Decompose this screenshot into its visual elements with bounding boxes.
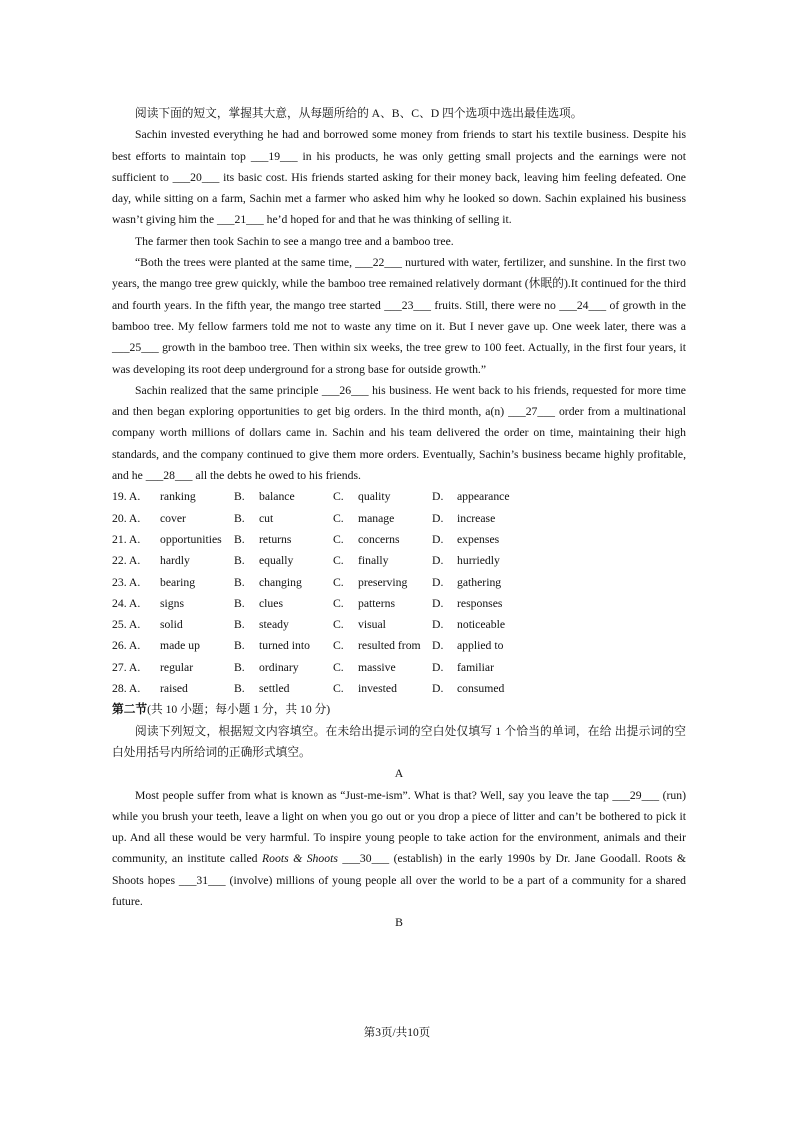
option-b: turned into <box>259 639 310 653</box>
option-row <box>112 678 686 699</box>
option-a: raised <box>160 682 188 696</box>
option-row <box>112 486 686 507</box>
option-row <box>112 529 686 550</box>
option-b-label: B. <box>234 682 245 696</box>
option-d: gathering <box>457 575 502 589</box>
option-b-label: B. <box>234 618 245 632</box>
option-c-label: C. <box>333 511 344 525</box>
option-b-label: B. <box>234 532 245 546</box>
option-b: equally <box>259 554 294 568</box>
option-c-label: C. <box>333 618 344 632</box>
option-a: ranking <box>160 490 196 504</box>
option-b: steady <box>259 618 289 632</box>
passage-a-text: Most people suffer from what is known as “Just-me-ism”. What is that? Well, say you leave the tap ___29___ (run) while you brush your teeth, leave a light on when you go out or you drop a piece of litter and can’t be bothered to pick it up. And all these would be very harmful. To inspire young people to take action for the environment, animals and their community, an institute called <box>112 788 686 866</box>
option-c: quality <box>358 490 391 504</box>
option-row <box>112 635 686 656</box>
passage-paragraph: Sachin invested everything he had and borrowed some money from friends to start his textile business. Despite his best efforts to maintain top ___19___ in his products, he was only getting small projects and the earnings were not sufficient to ___20___ its basic cost. His friends started asking for their money back, leaving him feeling defeated. One day, while sitting on a farm, Sachin met a farmer who asked him why he looked so down. Sachin explained his business wasn’t giving him the ___21___ he’d hoped for and that he was thinking of selling it. <box>112 128 686 227</box>
option-d-label: D. <box>432 554 444 568</box>
option-d-label: D. <box>432 596 444 610</box>
option-c: resulted from <box>358 639 421 653</box>
passage-a-text-cont: ___30___ (establish) in the early 1990s by Dr. Jane Goodall. Roots & Shoots hopes ___31___ (involve) millions of young people all over the world to be a part of a community for a shared future. <box>112 852 686 908</box>
option-d: appearance <box>457 490 510 504</box>
option-row <box>112 508 686 529</box>
option-b: changing <box>259 575 302 589</box>
option-d-label: D. <box>432 575 444 589</box>
option-d: hurriedly <box>457 554 500 568</box>
passage-paragraph: “Both the trees were planted at the same time, ___22___ nurtured with water, fertilizer, and sunshine. In the first two years, the mango tree grew quickly, while the bamboo tree remained relatively dormant (休眠的).It continued for the third and fourth years. In the fifth year, the mango tree started ___23___ fruits. Still, there were no ___24___ of growth in the bamboo tree. My fellow farmers told me not to waste any time on it. But I never gave up. One week later, there was a ___25___ growth in the bamboo tree. Then within six weeks, the tree grew to 100 feet. Actually, in the first four years, it was developing its root deep underground for a strong base for outside growth.” <box>112 256 686 376</box>
question-number: 26. A. <box>112 639 141 653</box>
option-d-label: D. <box>432 532 444 546</box>
question-number: 27. A. <box>112 660 141 674</box>
passage-label-a: A <box>394 767 404 781</box>
option-a: opportunities <box>160 532 222 546</box>
option-a: signs <box>160 596 185 610</box>
option-a: made up <box>160 639 200 653</box>
section-heading <box>112 699 686 720</box>
question-number: 22. A. <box>112 554 141 568</box>
option-b: returns <box>259 532 292 546</box>
option-row <box>112 614 686 635</box>
options-list <box>112 486 686 699</box>
option-a: hardly <box>160 554 190 568</box>
option-c: invested <box>358 682 397 696</box>
option-row <box>112 572 686 593</box>
option-row <box>112 550 686 571</box>
option-c: preserving <box>358 575 408 589</box>
option-d-label: D. <box>432 639 444 653</box>
exam-page <box>112 103 686 934</box>
option-c-label: C. <box>333 596 344 610</box>
option-d: consumed <box>457 682 505 696</box>
section-title: 第二节 <box>112 703 148 717</box>
institute-name: Roots & Shoots <box>262 852 338 866</box>
option-a: cover <box>160 511 186 525</box>
option-b-label: B. <box>234 639 245 653</box>
option-d-label: D. <box>432 511 444 525</box>
passage-label-b: B <box>395 916 403 930</box>
option-a: solid <box>160 618 183 632</box>
option-d: noticeable <box>457 618 506 632</box>
question-number: 23. A. <box>112 575 141 589</box>
passage-paragraph: The farmer then took Sachin to see a mango tree and a bamboo tree. <box>135 234 454 248</box>
option-c: concerns <box>358 532 400 546</box>
option-c: patterns <box>358 596 395 610</box>
option-row <box>112 593 686 614</box>
option-b-label: B. <box>234 596 245 610</box>
option-d: increase <box>457 511 496 525</box>
option-c: massive <box>358 660 396 674</box>
option-d: expenses <box>457 532 500 546</box>
option-a: regular <box>160 660 194 674</box>
option-c: finally <box>358 554 389 568</box>
option-d: familiar <box>457 660 494 674</box>
option-b: balance <box>259 490 295 504</box>
question-number: 21. A. <box>112 532 141 546</box>
option-b: ordinary <box>259 660 299 674</box>
question-number: 24. A. <box>112 596 141 610</box>
option-c-label: C. <box>333 490 344 504</box>
option-row <box>112 657 686 678</box>
option-d-label: D. <box>432 682 444 696</box>
question-number: 28. A. <box>112 682 141 696</box>
option-d-label: D. <box>432 490 444 504</box>
option-d: responses <box>457 596 503 610</box>
option-c-label: C. <box>333 554 344 568</box>
question-number: 19. A. <box>112 490 141 504</box>
option-b: clues <box>259 596 284 610</box>
section-info: (共 10 小题；每小题 1 分，共 10 分) <box>147 703 331 717</box>
option-c-label: C. <box>333 575 344 589</box>
part1-instruction: 阅读下面的短文，掌握其大意，从每题所给的 A、B、C、D 四个选项中选出最佳选项。 <box>135 107 583 120</box>
question-number: 25. A. <box>112 618 141 632</box>
passage-a <box>112 785 686 913</box>
option-b-label: B. <box>234 490 245 504</box>
option-c-label: C. <box>333 639 344 653</box>
option-c-label: C. <box>333 532 344 546</box>
page-footer: 第3页/共10页 <box>363 1027 431 1039</box>
option-c-label: C. <box>333 660 344 674</box>
option-b-label: B. <box>234 660 245 674</box>
question-number: 20. A. <box>112 511 141 525</box>
option-c-label: C. <box>333 682 344 696</box>
option-c: visual <box>358 618 386 632</box>
option-a: bearing <box>160 575 196 589</box>
option-b-label: B. <box>234 511 245 525</box>
passage-paragraph: Sachin realized that the same principle ___26___ his business. He went back to his friends, requested for more time and then began exploring opportunities to get big orders. In the third month, a(n) ___27___ order from a multinational company worth millions of dollars came in. Sachin and his team delivered the order on time, maintaining their high standards, and the company continued to give them more orders. Eventually, Sachin’s business became highly profitable, and he ___28___ all the debts he owed to his friends. <box>112 383 686 483</box>
option-b: settled <box>259 682 290 696</box>
option-d-label: D. <box>432 660 444 674</box>
option-c: manage <box>358 511 395 525</box>
option-d: applied to <box>457 639 504 653</box>
option-b-label: B. <box>234 554 245 568</box>
option-b: cut <box>259 511 274 525</box>
option-b-label: B. <box>234 575 245 589</box>
part2-instruction: 阅读下列短文，根据短文内容填空。在未给出提示词的空白处仅填写 1 个恰当的单词，在给 出提示词的空白处用括号内所给词的正确形式填空。 <box>112 724 686 759</box>
option-d-label: D. <box>432 618 444 632</box>
